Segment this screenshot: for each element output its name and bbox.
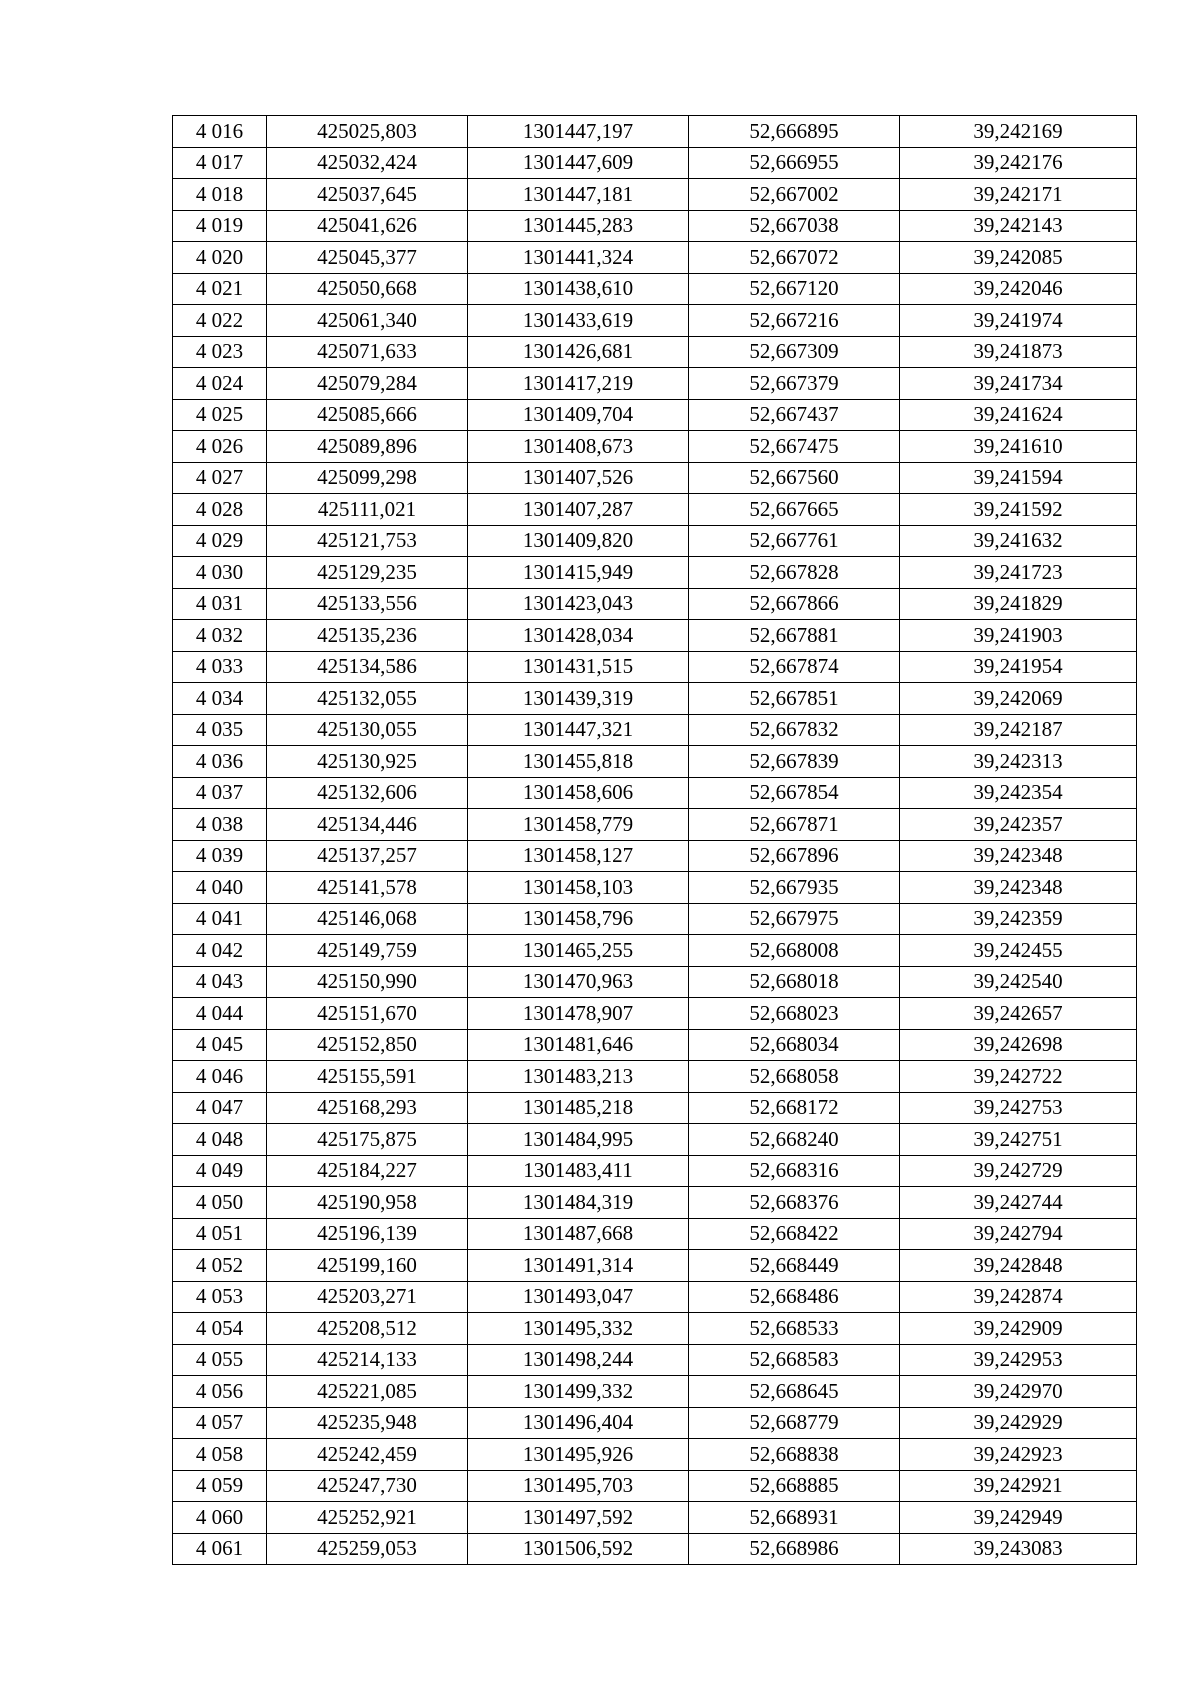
point-number-cell: 4 043 [173,966,267,998]
latitude-cell: 52,667002 [689,179,900,211]
x-coordinate-cell: 425146,068 [267,903,468,935]
latitude-cell: 52,666895 [689,116,900,148]
y-coordinate-cell: 1301417,219 [468,368,689,400]
latitude-cell: 52,668449 [689,1250,900,1282]
latitude-cell: 52,668008 [689,935,900,967]
point-number-cell: 4 060 [173,1502,267,1534]
latitude-cell: 52,668172 [689,1092,900,1124]
latitude-cell: 52,668931 [689,1502,900,1534]
x-coordinate-cell: 425099,298 [267,462,468,494]
latitude-cell: 52,668422 [689,1218,900,1250]
y-coordinate-cell: 1301438,610 [468,273,689,305]
table-row [173,1533,1137,1565]
point-number-cell: 4 031 [173,588,267,620]
y-coordinate-cell: 1301458,103 [468,872,689,904]
point-number-cell: 4 047 [173,1092,267,1124]
table-row [173,525,1137,557]
longitude-cell: 39,242698 [900,1029,1137,1061]
x-coordinate-cell: 425130,925 [267,746,468,778]
longitude-cell: 39,242751 [900,1124,1137,1156]
longitude-cell: 39,242722 [900,1061,1137,1093]
x-coordinate-cell: 425184,227 [267,1155,468,1187]
y-coordinate-cell: 1301465,255 [468,935,689,967]
point-number-cell: 4 051 [173,1218,267,1250]
x-coordinate-cell: 425134,586 [267,651,468,683]
latitude-cell: 52,668838 [689,1439,900,1471]
y-coordinate-cell: 1301407,526 [468,462,689,494]
longitude-cell: 39,242970 [900,1376,1137,1408]
y-coordinate-cell: 1301484,319 [468,1187,689,1219]
x-coordinate-cell: 425135,236 [267,620,468,652]
longitude-cell: 39,241610 [900,431,1137,463]
longitude-cell: 39,242657 [900,998,1137,1030]
point-number-cell: 4 020 [173,242,267,274]
longitude-cell: 39,242176 [900,147,1137,179]
x-coordinate-cell: 425050,668 [267,273,468,305]
x-coordinate-cell: 425079,284 [267,368,468,400]
y-coordinate-cell: 1301447,197 [468,116,689,148]
x-coordinate-cell: 425032,424 [267,147,468,179]
latitude-cell: 52,668376 [689,1187,900,1219]
latitude-cell: 52,668034 [689,1029,900,1061]
point-number-cell: 4 035 [173,714,267,746]
x-coordinate-cell: 425150,990 [267,966,468,998]
x-coordinate-cell: 425155,591 [267,1061,468,1093]
point-number-cell: 4 049 [173,1155,267,1187]
point-number-cell: 4 029 [173,525,267,557]
y-coordinate-cell: 1301493,047 [468,1281,689,1313]
longitude-cell: 39,242359 [900,903,1137,935]
y-coordinate-cell: 1301447,181 [468,179,689,211]
y-coordinate-cell: 1301407,287 [468,494,689,526]
latitude-cell: 52,667120 [689,273,900,305]
longitude-cell: 39,242348 [900,872,1137,904]
table-row [173,242,1137,274]
table-row [173,903,1137,935]
x-coordinate-cell: 425129,235 [267,557,468,589]
table-row [173,1470,1137,1502]
point-number-cell: 4 056 [173,1376,267,1408]
point-number-cell: 4 048 [173,1124,267,1156]
point-number-cell: 4 053 [173,1281,267,1313]
longitude-cell: 39,242143 [900,210,1137,242]
point-number-cell: 4 026 [173,431,267,463]
x-coordinate-cell: 425134,446 [267,809,468,841]
longitude-cell: 39,241829 [900,588,1137,620]
latitude-cell: 52,667975 [689,903,900,935]
x-coordinate-cell: 425168,293 [267,1092,468,1124]
table-row [173,462,1137,494]
y-coordinate-cell: 1301487,668 [468,1218,689,1250]
point-number-cell: 4 032 [173,620,267,652]
x-coordinate-cell: 425121,753 [267,525,468,557]
longitude-cell: 39,241624 [900,399,1137,431]
latitude-cell: 52,667935 [689,872,900,904]
x-coordinate-cell: 425025,803 [267,116,468,148]
y-coordinate-cell: 1301445,283 [468,210,689,242]
x-coordinate-cell: 425208,512 [267,1313,468,1345]
longitude-cell: 39,242171 [900,179,1137,211]
latitude-cell: 52,668316 [689,1155,900,1187]
x-coordinate-cell: 425141,578 [267,872,468,904]
y-coordinate-cell: 1301495,926 [468,1439,689,1471]
table-row [173,399,1137,431]
longitude-cell: 39,241632 [900,525,1137,557]
latitude-cell: 52,668986 [689,1533,900,1565]
longitude-cell: 39,242187 [900,714,1137,746]
x-coordinate-cell: 425149,759 [267,935,468,967]
point-number-cell: 4 059 [173,1470,267,1502]
y-coordinate-cell: 1301485,218 [468,1092,689,1124]
table-row [173,620,1137,652]
point-number-cell: 4 052 [173,1250,267,1282]
x-coordinate-cell: 425252,921 [267,1502,468,1534]
x-coordinate-cell: 425089,896 [267,431,468,463]
latitude-cell: 52,667761 [689,525,900,557]
latitude-cell: 52,667437 [689,399,900,431]
point-number-cell: 4 017 [173,147,267,179]
latitude-cell: 52,668583 [689,1344,900,1376]
latitude-cell: 52,668240 [689,1124,900,1156]
x-coordinate-cell: 425045,377 [267,242,468,274]
latitude-cell: 52,667896 [689,840,900,872]
latitude-cell: 52,667881 [689,620,900,652]
y-coordinate-cell: 1301497,592 [468,1502,689,1534]
longitude-cell: 39,241734 [900,368,1137,400]
point-number-cell: 4 019 [173,210,267,242]
longitude-cell: 39,242357 [900,809,1137,841]
table-row [173,431,1137,463]
latitude-cell: 52,667828 [689,557,900,589]
latitude-cell: 52,667866 [689,588,900,620]
longitude-cell: 39,242794 [900,1218,1137,1250]
longitude-cell: 39,241592 [900,494,1137,526]
table-row [173,336,1137,368]
longitude-cell: 39,241594 [900,462,1137,494]
table-row [173,1061,1137,1093]
latitude-cell: 52,668023 [689,998,900,1030]
latitude-cell: 52,668645 [689,1376,900,1408]
longitude-cell: 39,242085 [900,242,1137,274]
point-number-cell: 4 016 [173,116,267,148]
x-coordinate-cell: 425190,958 [267,1187,468,1219]
longitude-cell: 39,242540 [900,966,1137,998]
table-row [173,1376,1137,1408]
table-row [173,1250,1137,1282]
latitude-cell: 52,668018 [689,966,900,998]
table-row [173,179,1137,211]
longitude-cell: 39,242753 [900,1092,1137,1124]
x-coordinate-cell: 425196,139 [267,1218,468,1250]
longitude-cell: 39,242744 [900,1187,1137,1219]
longitude-cell: 39,242923 [900,1439,1137,1471]
point-number-cell: 4 022 [173,305,267,337]
x-coordinate-cell: 425041,626 [267,210,468,242]
longitude-cell: 39,243083 [900,1533,1137,1565]
x-coordinate-cell: 425085,666 [267,399,468,431]
table-row [173,809,1137,841]
table-row [173,872,1137,904]
longitude-cell: 39,241954 [900,651,1137,683]
point-number-cell: 4 024 [173,368,267,400]
y-coordinate-cell: 1301484,995 [468,1124,689,1156]
latitude-cell: 52,667874 [689,651,900,683]
latitude-cell: 52,667216 [689,305,900,337]
y-coordinate-cell: 1301458,127 [468,840,689,872]
y-coordinate-cell: 1301481,646 [468,1029,689,1061]
y-coordinate-cell: 1301506,592 [468,1533,689,1565]
latitude-cell: 52,667854 [689,777,900,809]
point-number-cell: 4 036 [173,746,267,778]
latitude-cell: 52,667832 [689,714,900,746]
table-row [173,557,1137,589]
table-row [173,210,1137,242]
x-coordinate-cell: 425175,875 [267,1124,468,1156]
y-coordinate-cell: 1301423,043 [468,588,689,620]
table-row [173,1502,1137,1534]
y-coordinate-cell: 1301498,244 [468,1344,689,1376]
longitude-cell: 39,242848 [900,1250,1137,1282]
table-row [173,966,1137,998]
point-number-cell: 4 046 [173,1061,267,1093]
table-row [173,746,1137,778]
y-coordinate-cell: 1301415,949 [468,557,689,589]
y-coordinate-cell: 1301441,324 [468,242,689,274]
x-coordinate-cell: 425214,133 [267,1344,468,1376]
point-number-cell: 4 057 [173,1407,267,1439]
y-coordinate-cell: 1301409,820 [468,525,689,557]
x-coordinate-cell: 425137,257 [267,840,468,872]
point-number-cell: 4 040 [173,872,267,904]
longitude-cell: 39,242909 [900,1313,1137,1345]
point-number-cell: 4 033 [173,651,267,683]
longitude-cell: 39,241903 [900,620,1137,652]
latitude-cell: 52,667379 [689,368,900,400]
x-coordinate-cell: 425247,730 [267,1470,468,1502]
longitude-cell: 39,242455 [900,935,1137,967]
y-coordinate-cell: 1301495,703 [468,1470,689,1502]
x-coordinate-cell: 425199,160 [267,1250,468,1282]
table-row [173,683,1137,715]
point-number-cell: 4 058 [173,1439,267,1471]
table-row [173,840,1137,872]
y-coordinate-cell: 1301458,606 [468,777,689,809]
y-coordinate-cell: 1301433,619 [468,305,689,337]
table-row [173,1218,1137,1250]
longitude-cell: 39,241974 [900,305,1137,337]
table-row [173,714,1137,746]
y-coordinate-cell: 1301495,332 [468,1313,689,1345]
table-row [173,998,1137,1030]
point-number-cell: 4 055 [173,1344,267,1376]
y-coordinate-cell: 1301426,681 [468,336,689,368]
table-row [173,1439,1137,1471]
longitude-cell: 39,242929 [900,1407,1137,1439]
point-number-cell: 4 018 [173,179,267,211]
table-row [173,1029,1137,1061]
y-coordinate-cell: 1301483,213 [468,1061,689,1093]
point-number-cell: 4 044 [173,998,267,1030]
table-row [173,1092,1137,1124]
longitude-cell: 39,241873 [900,336,1137,368]
x-coordinate-cell: 425242,459 [267,1439,468,1471]
latitude-cell: 52,668533 [689,1313,900,1345]
x-coordinate-cell: 425235,948 [267,1407,468,1439]
table-row [173,494,1137,526]
y-coordinate-cell: 1301496,404 [468,1407,689,1439]
longitude-cell: 39,242874 [900,1281,1137,1313]
table-row [173,1124,1137,1156]
longitude-cell: 39,242313 [900,746,1137,778]
y-coordinate-cell: 1301428,034 [468,620,689,652]
y-coordinate-cell: 1301458,779 [468,809,689,841]
latitude-cell: 52,667038 [689,210,900,242]
y-coordinate-cell: 1301499,332 [468,1376,689,1408]
point-number-cell: 4 037 [173,777,267,809]
point-number-cell: 4 025 [173,399,267,431]
point-number-cell: 4 050 [173,1187,267,1219]
table-row [173,273,1137,305]
x-coordinate-cell: 425111,021 [267,494,468,526]
y-coordinate-cell: 1301447,321 [468,714,689,746]
x-coordinate-cell: 425203,271 [267,1281,468,1313]
latitude-cell: 52,667665 [689,494,900,526]
y-coordinate-cell: 1301408,673 [468,431,689,463]
point-number-cell: 4 028 [173,494,267,526]
table-row [173,368,1137,400]
point-number-cell: 4 021 [173,273,267,305]
latitude-cell: 52,667309 [689,336,900,368]
longitude-cell: 39,242354 [900,777,1137,809]
point-number-cell: 4 038 [173,809,267,841]
y-coordinate-cell: 1301409,704 [468,399,689,431]
x-coordinate-cell: 425152,850 [267,1029,468,1061]
longitude-cell: 39,242348 [900,840,1137,872]
point-number-cell: 4 039 [173,840,267,872]
table-row [173,1313,1137,1345]
latitude-cell: 52,667871 [689,809,900,841]
longitude-cell: 39,242169 [900,116,1137,148]
table-row [173,935,1137,967]
table-row [173,588,1137,620]
latitude-cell: 52,667839 [689,746,900,778]
latitude-cell: 52,667475 [689,431,900,463]
x-coordinate-cell: 425259,053 [267,1533,468,1565]
table-row [173,147,1137,179]
y-coordinate-cell: 1301458,796 [468,903,689,935]
point-number-cell: 4 054 [173,1313,267,1345]
x-coordinate-cell: 425151,670 [267,998,468,1030]
x-coordinate-cell: 425130,055 [267,714,468,746]
latitude-cell: 52,667072 [689,242,900,274]
x-coordinate-cell: 425132,055 [267,683,468,715]
table-row [173,116,1137,148]
table-row [173,1155,1137,1187]
x-coordinate-cell: 425061,340 [267,305,468,337]
x-coordinate-cell: 425037,645 [267,179,468,211]
y-coordinate-cell: 1301478,907 [468,998,689,1030]
table-row [173,305,1137,337]
x-coordinate-cell: 425221,085 [267,1376,468,1408]
latitude-cell: 52,668058 [689,1061,900,1093]
longitude-cell: 39,241723 [900,557,1137,589]
coordinates-table [172,115,1137,1565]
x-coordinate-cell: 425132,606 [267,777,468,809]
latitude-cell: 52,668779 [689,1407,900,1439]
coordinates-table-body [173,116,1137,1565]
y-coordinate-cell: 1301455,818 [468,746,689,778]
point-number-cell: 4 041 [173,903,267,935]
longitude-cell: 39,242046 [900,273,1137,305]
point-number-cell: 4 027 [173,462,267,494]
longitude-cell: 39,242953 [900,1344,1137,1376]
latitude-cell: 52,667560 [689,462,900,494]
longitude-cell: 39,242729 [900,1155,1137,1187]
point-number-cell: 4 030 [173,557,267,589]
x-coordinate-cell: 425133,556 [267,588,468,620]
longitude-cell: 39,242069 [900,683,1137,715]
y-coordinate-cell: 1301431,515 [468,651,689,683]
x-coordinate-cell: 425071,633 [267,336,468,368]
y-coordinate-cell: 1301439,319 [468,683,689,715]
point-number-cell: 4 061 [173,1533,267,1565]
table-row [173,1187,1137,1219]
point-number-cell: 4 045 [173,1029,267,1061]
longitude-cell: 39,242921 [900,1470,1137,1502]
y-coordinate-cell: 1301483,411 [468,1155,689,1187]
y-coordinate-cell: 1301491,314 [468,1250,689,1282]
table-row [173,1344,1137,1376]
latitude-cell: 52,668486 [689,1281,900,1313]
latitude-cell: 52,667851 [689,683,900,715]
longitude-cell: 39,242949 [900,1502,1137,1534]
table-row [173,1281,1137,1313]
y-coordinate-cell: 1301470,963 [468,966,689,998]
table-row [173,651,1137,683]
table-row [173,777,1137,809]
latitude-cell: 52,668885 [689,1470,900,1502]
point-number-cell: 4 042 [173,935,267,967]
latitude-cell: 52,666955 [689,147,900,179]
table-row [173,1407,1137,1439]
point-number-cell: 4 023 [173,336,267,368]
y-coordinate-cell: 1301447,609 [468,147,689,179]
point-number-cell: 4 034 [173,683,267,715]
